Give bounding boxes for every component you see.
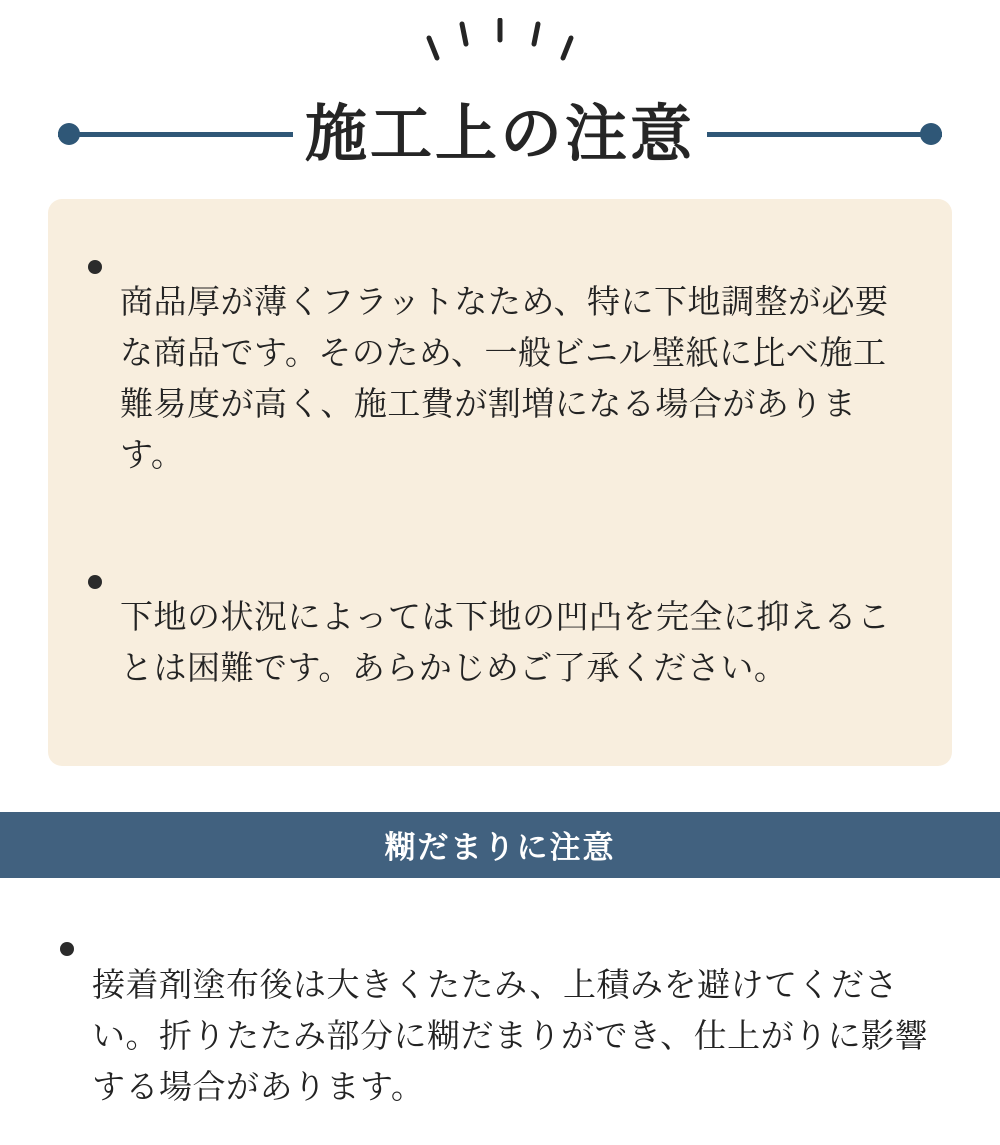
notice-bullet-text-1: 商品厚が薄くフラットなため、特に下地調整が必要な商品です。そのため、一般ビニル壁紙に比べ施工難易度が高く、施工費が割増になる場合があります。 bbox=[120, 283, 889, 474]
section-band-title: 糊だまりに注意 bbox=[384, 830, 616, 866]
section-band bbox=[0, 812, 1000, 878]
notice-card bbox=[48, 199, 952, 766]
title-row bbox=[0, 60, 1000, 208]
list-item bbox=[88, 558, 912, 726]
lower-bullet-text-1: 接着剤塗布後は大きくたたみ、上積みを避けてください。折りたたみ部分に糊だまりができ、仕上がりに影響する場合があります。 bbox=[92, 965, 929, 1106]
rule-dot-left bbox=[58, 123, 80, 145]
bullet-dot-icon bbox=[60, 942, 74, 956]
title-rule-left bbox=[58, 132, 293, 137]
list-item bbox=[60, 926, 952, 1145]
title-rule-right bbox=[707, 132, 942, 137]
notice-bullet-text-2: 下地の状況によっては下地の凹凸を完全に抑えることは困難です。あらかじめご了承ください。 bbox=[120, 597, 891, 686]
bullet-dot-icon bbox=[88, 260, 102, 274]
list-item bbox=[88, 243, 912, 514]
rule-dot-right bbox=[920, 123, 942, 145]
bullet-dot-icon bbox=[88, 575, 102, 589]
sparkle-burst-icon bbox=[0, 18, 1000, 64]
page-header bbox=[0, 0, 1000, 185]
page-title: 施工上の注意 bbox=[304, 99, 695, 169]
lower-section bbox=[0, 878, 1000, 1145]
